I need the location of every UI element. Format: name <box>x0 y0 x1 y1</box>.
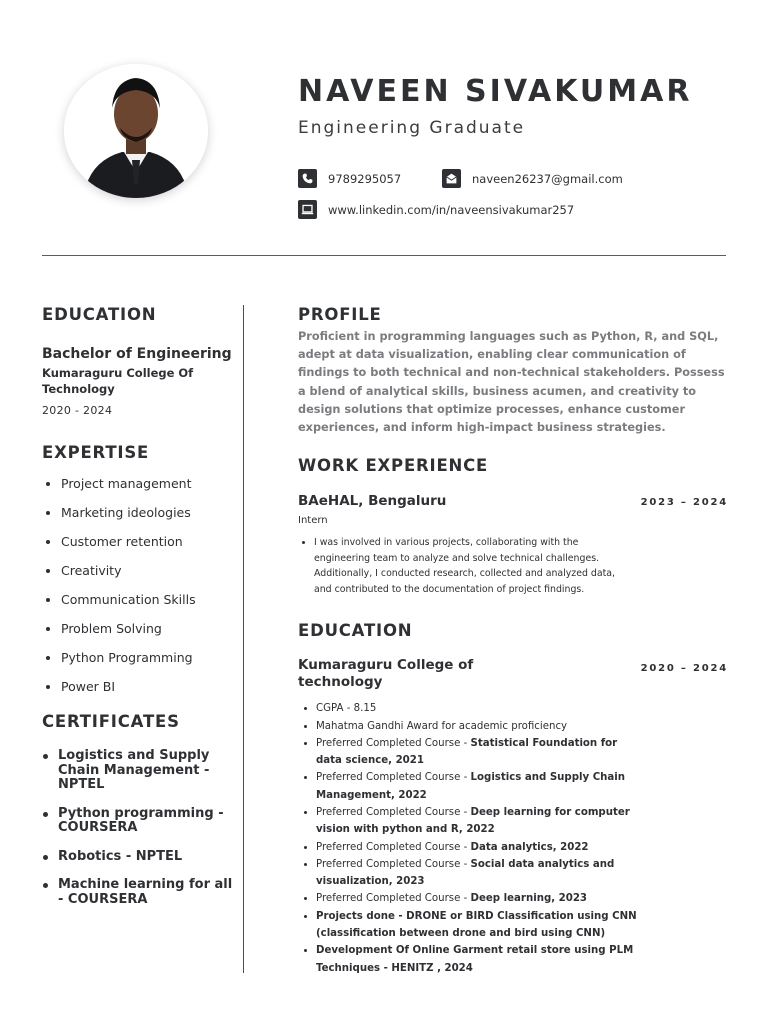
job-header <box>298 493 728 509</box>
profile-heading: PROFILE <box>298 305 382 324</box>
list-item: • I was involved in various projects, collaborating with the engineering team to analyze and solve technical challenges. Additionally, I conducted research, collected and analyzed data, and contributed to the documentation of project findings. <box>314 535 628 597</box>
list-item: Creativity <box>42 563 237 592</box>
college-name: Kumaraguru College Of Technology <box>42 366 194 396</box>
item-text: Preferred Completed Course - <box>316 737 471 749</box>
list-item <box>316 700 643 717</box>
phone-number: 9789295057 <box>328 171 402 186</box>
job-company: BAeHAL, Bengaluru <box>298 493 447 510</box>
item-bold-text: Statistical Foundation for data science, 2021 <box>316 737 618 767</box>
email-contact[interactable] <box>442 169 623 188</box>
candidate-name: NAVEEN SIVAKUMAR <box>298 74 693 109</box>
item-bold-text: Projects done - DRONE or BIRD Classification using CNN (classification between drone and bird using CNN) <box>316 910 637 940</box>
expertise-heading: EXPERTISE <box>42 443 150 462</box>
education-heading-2: EDUCATION <box>298 621 413 641</box>
header-divider <box>42 255 726 256</box>
item-bold-text: Social data analytics and visualization, 2023 <box>316 858 615 888</box>
item-text: Preferred Completed Course - <box>316 807 471 818</box>
item-bold-text: Development Of Online Garment retail store using PLM Techniques - HENITZ , 2024 <box>316 945 634 974</box>
list-item: Communication Skills <box>42 592 237 621</box>
item-bold-text: Deep learning for computer vision with python and R, 2022 <box>316 807 630 836</box>
degree-name: Bachelor of Engineering <box>42 346 232 362</box>
certificates-list <box>42 749 237 907</box>
list-item: Machine learning for all - COURSERA <box>42 878 237 907</box>
list-item <box>316 839 643 856</box>
education-years: 2020 - 2024 <box>42 404 113 417</box>
person-portrait-icon <box>64 64 208 198</box>
list-item <box>316 890 643 907</box>
phone-contact[interactable] <box>298 169 401 188</box>
list-item: Customer retention <box>42 534 237 563</box>
item-bold-text: Data analytics, 2022 <box>470 841 589 853</box>
education-header <box>298 657 728 691</box>
profile-photo <box>64 64 208 198</box>
expertise-list <box>42 476 237 708</box>
right-column <box>298 305 728 977</box>
education-details-list <box>298 700 643 977</box>
phone-icon <box>298 169 317 188</box>
profile-summary: Proficient in programming languages such as Python, R, and SQL, adept at data visualization, enabling clear communication of findings to both technical and non-technical stakeholders. Possess a blend of analytical skills, business acumen, and creativity to design solutions that optimize processes, enhance customer experiences, and inform high-impact business strategies. <box>298 330 725 435</box>
list-item: Project management <box>42 476 237 505</box>
list-item: Python Programming <box>42 650 237 679</box>
list-item <box>316 735 643 770</box>
list-item <box>316 804 643 839</box>
list-item <box>316 718 643 735</box>
education-college: Kumaraguru College of technology <box>298 657 474 691</box>
list-item <box>316 942 643 977</box>
job-dates: 2023 – 2024 <box>640 497 728 509</box>
list-item: Problem Solving <box>42 621 237 650</box>
item-text: Preferred Completed Course - <box>316 772 471 784</box>
list-item: Marketing ideologies <box>42 505 237 534</box>
email-address: naveen26237@gmail.com <box>472 171 623 186</box>
list-item <box>316 908 643 943</box>
linkedin-url: www.linkedin.com/in/naveensivakumar257 <box>328 202 575 217</box>
column-divider <box>243 305 244 973</box>
item-bold-text: Logistics and Supply Chain Management, 2022 <box>316 772 626 801</box>
item-text: Mahatma Gandhi Award for academic proficiency <box>316 720 568 732</box>
laptop-icon <box>298 200 317 219</box>
list-item: Power BI <box>42 679 237 708</box>
item-bold-text: Deep learning, 2023 <box>470 893 588 905</box>
list-item: Python programming - COURSERA <box>42 807 237 836</box>
education-dates: 2020 – 2024 <box>640 663 728 675</box>
linkedin-contact[interactable] <box>298 200 574 219</box>
email-icon <box>442 169 461 188</box>
list-item <box>316 769 643 804</box>
list-item: Logistics and Supply Chain Management - NPTEL <box>42 749 237 793</box>
certificates-heading: CERTIFICATES <box>42 712 180 731</box>
education-heading: EDUCATION <box>42 305 157 324</box>
list-item: Robotics - NPTEL <box>42 850 237 865</box>
item-text: Preferred Completed Course - <box>316 858 471 870</box>
item-text: CGPA - 8.15 <box>316 703 377 715</box>
list-item <box>316 856 643 891</box>
item-text: Preferred Completed Course - <box>316 893 471 905</box>
left-column <box>42 305 237 921</box>
item-text: Preferred Completed Course - <box>316 841 471 853</box>
job-role: Intern <box>298 515 328 527</box>
work-experience-heading: WORK EXPERIENCE <box>298 456 489 476</box>
candidate-title: Engineering Graduate <box>298 118 526 138</box>
job-description-list <box>298 535 628 597</box>
